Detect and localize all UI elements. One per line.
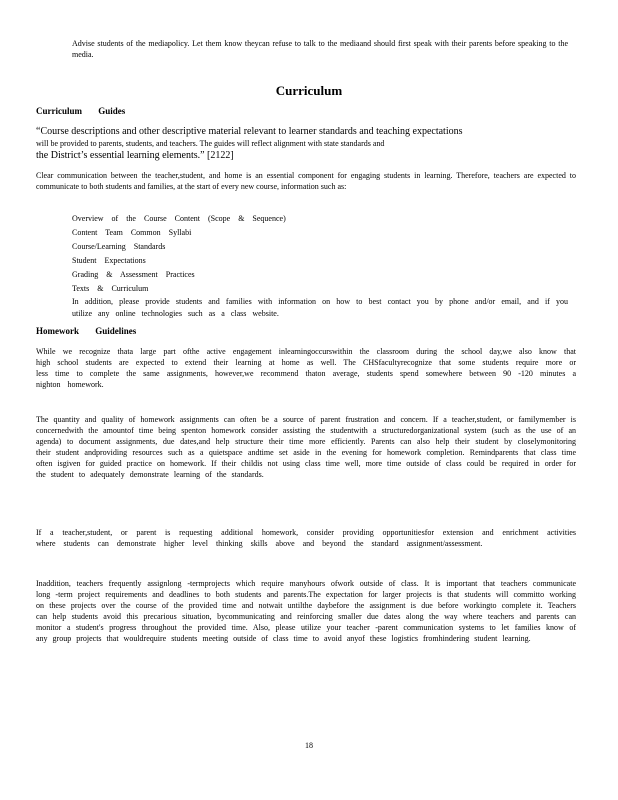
homework-paragraph-2: The quantity and quality of homework assignments can often be a source of parent frustration and concern. If a teacher,student, or familymember is concernedwith the amountof time being spenton homework consider assisting the studentwith a structuredorganizational system (such as the use of an agenda) to document assignments, due dates,and help structure their time more efficiently. Parents can also help their student by closelymonitoring their student andproviding resources such as a quietspace andtime set aside in the evening for homework completion. Remindparents that class time often isgiven for guided practice on homework. If their childis not using class time well, more time outside of class could be required in order for the student to adequately demonstrate learning of the standards.	[36, 415, 576, 479]
bullet-mark	[54, 226, 72, 240]
list-item: Content Team Common Syllabi	[54, 226, 568, 240]
media-policy-text: Advise students of the mediapolicy. Let them know theycan refuse to talk to the mediaand should first speak with their parents before speaking to the media.	[72, 39, 568, 59]
list-item: In addition, please provide students and families with information on how to best contact you by phone and/or email, and if you utilize any online technologies such as a class website.	[54, 296, 568, 320]
homework-paragraph-3: If a teacher,student, or parent is requesting additional homework, consider providing opportunitiesfor extension and enrichment activities where students can demonstrate higher level thinking skills above and beyond the standard assignment/assessment.	[36, 528, 576, 548]
bullet-mark	[54, 268, 72, 282]
bullet-mark	[54, 240, 72, 254]
list-item: Course/Learning Standards	[54, 240, 568, 254]
quote-line-main: “Course descriptions and other descriptive material relevant to learner standards and teaching expectations	[36, 126, 463, 137]
list-item: Texts & Curriculum	[54, 282, 568, 296]
list-item: Student Expectations	[54, 254, 568, 268]
bullet-mark	[54, 254, 72, 268]
bullet-mark	[54, 282, 72, 296]
homework-guidelines-heading: Homework Guidelines	[36, 326, 137, 336]
bullet-mark	[54, 296, 72, 320]
bullet-mark	[54, 38, 72, 60]
homework-paragraph-1: While we recognize thata large part ofthe active engagement inlearningoccurswithin the classroom during the school day,we also know that high school students are expected to extend their learning at home as well. The CHSfacultyrecognize that some students require more or less time to complete the same assignments, however,we recommend thaton average, students spend somewhere between 90 -120 minutes a nighton homework.	[36, 347, 576, 389]
bullet-mark	[54, 212, 72, 226]
homework-paragraph-4: Inaddition, teachers frequently assignlong -termprojects which require manyhours ofwork outside of class. It is important that teachers communicate long -term project requirements and deadlines to both students and parents.The expectation for larger projects is that students will committo working on these projects over the course of the provided time and notwait untilthe daybefore the assignment is due before workingto complete it. Teachers can help students avoid this precarious situation, bycommunicating and reinforcing smaller due dates along the way where teachers and parents can monitor a student's progress throughout the provided time. Also, please utilize your teacher -parent communication systems to let families know of any group projects that wouldrequire students meeting outside of class time to avoid anyof these logistics fromhindering student learning.	[36, 579, 576, 643]
curriculum-quote	[36, 126, 576, 162]
quote-line-small: will be provided to parents, students, and teachers. The guides will reflect alignment with state standards and	[36, 139, 385, 148]
curriculum-guides-heading: Curriculum Guides	[36, 106, 126, 116]
list-item: Grading & Assessment Practices	[54, 268, 568, 282]
quote-line-end: the District’s essential learning elements.” [2122]	[36, 150, 234, 161]
media-policy-bullet	[54, 38, 568, 60]
list-item: Overview of the Course Content (Scope & Sequence)	[54, 212, 568, 226]
page-title: Curriculum	[275, 83, 343, 98]
page-number: 18	[305, 741, 313, 750]
course-info-list	[54, 212, 568, 320]
curriculum-intro-paragraph: Clear communication between the teacher,student, and home is an essential component for engaging students in learning. Therefore, teachers are expected to communicate to both students and families, at the start of every new course, information such as:	[36, 171, 576, 191]
